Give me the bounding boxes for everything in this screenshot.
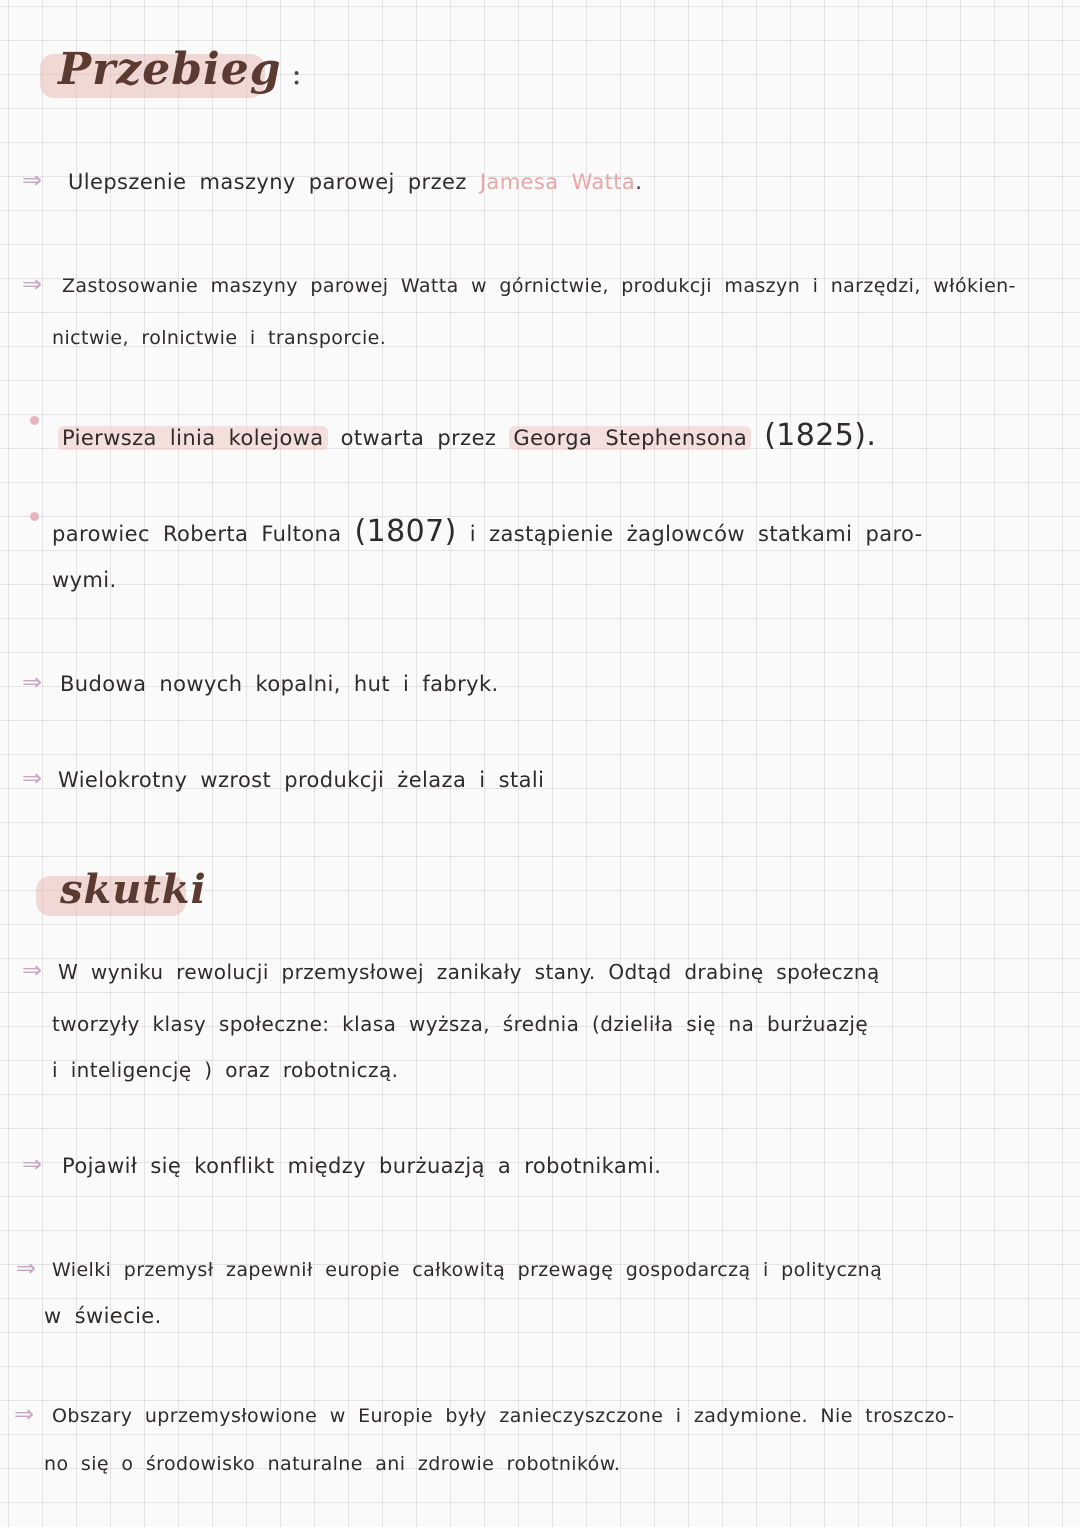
arrow-bullet-icon: ⇒: [22, 956, 43, 984]
przebieg-item-1: [68, 162, 642, 202]
item-middle: otwarta przez: [340, 426, 497, 450]
skutki-item-1-line-1: W wyniku rewolucji przemysłowej zanikały stany. Odtąd drabinę społeczną: [58, 960, 880, 984]
item-start: parowiec Roberta Fultona: [52, 522, 342, 546]
heading-skutki-text: skutki: [60, 866, 207, 913]
skutki-item-4-line-1: Obszary uprzemysłowione w Europie były zanieczyszczone i zadymione. Nie troszczo-: [52, 1405, 955, 1427]
przebieg-item-4-line-2: wymi.: [52, 568, 117, 592]
przebieg-item-6: Wielokrotny wzrost produkcji żelaza i stali: [58, 768, 545, 792]
skutki-item-3-line-2: w świecie.: [44, 1304, 162, 1328]
przebieg-item-2-line-2: nictwie, rolnictwie i transporcie.: [52, 327, 387, 349]
item-highlight-name: Jamesa Watta: [479, 170, 636, 194]
item-year: (1807): [354, 514, 457, 549]
arrow-bullet-icon: ⇒: [22, 1150, 43, 1178]
skutki-item-4-line-2: no się o środowisko naturalne ani zdrowie robotników.: [44, 1453, 621, 1475]
dot-bullet-icon: [30, 512, 39, 521]
heading-skutki: [60, 866, 207, 913]
item-marked-phrase: Pierwsza linia kolejowa: [58, 426, 328, 450]
przebieg-item-4-line-1: [52, 512, 923, 554]
przebieg-item-3: [58, 416, 876, 458]
arrow-bullet-icon: ⇒: [16, 1254, 37, 1282]
skutki-item-3-line-1: Wielki przemysł zapewnił europie całkowitą przewagę gospodarczą i polityczną: [52, 1259, 883, 1281]
item-marked-name: Georga Stephensona: [509, 426, 751, 450]
heading-przebieg: [58, 44, 303, 95]
skutki-item-2: Pojawił się konflikt między burżuazją a robotnikami.: [62, 1154, 662, 1178]
arrow-bullet-icon: ⇒: [22, 166, 43, 194]
heading-colon: :: [291, 57, 303, 92]
arrow-bullet-icon: ⇒: [14, 1400, 35, 1428]
przebieg-item-2-line-1: Zastosowanie maszyny parowej Watta w górnictwie, produkcji maszyn i narzędzi, włókien-: [62, 275, 1016, 297]
item-year: (1825).: [764, 418, 877, 453]
arrow-bullet-icon: ⇒: [22, 764, 43, 792]
dot-bullet-icon: [30, 416, 39, 425]
skutki-item-1-line-2: tworzyły klasy społeczne: klasa wyższa, średnia (dzieliła się na burżuazję: [52, 1012, 869, 1036]
arrow-bullet-icon: ⇒: [22, 668, 43, 696]
skutki-item-1-line-3: i inteligencję ) oraz robotniczą.: [52, 1058, 399, 1082]
item-end: i zastąpienie żaglowców statkami paro-: [469, 522, 923, 546]
item-text: Ulepszenie maszyny parowej przez: [68, 170, 467, 194]
item-end: .: [635, 170, 643, 194]
przebieg-item-5: Budowa nowych kopalni, hut i fabryk.: [60, 672, 499, 696]
heading-przebieg-text: Przebieg: [58, 44, 282, 95]
arrow-bullet-icon: ⇒: [22, 270, 43, 298]
